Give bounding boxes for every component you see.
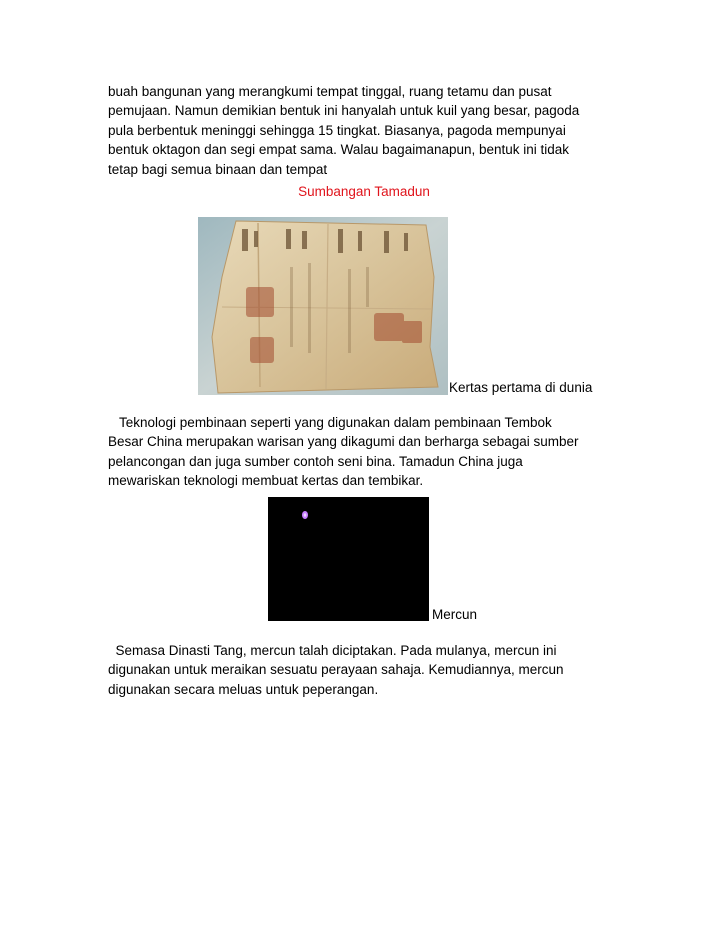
paragraph-line: pemujaan. Namun demikian bentuk ini hanyalah untuk kuil yang besar, pagoda	[108, 103, 580, 119]
paragraph-line: tetap bagi semua binaan dan tempat	[108, 161, 328, 177]
paragraph-line: Besar China merupakan warisan yang dikagumi dan berharga sebagai sumber	[108, 434, 579, 450]
paragraph-line: digunakan secara meluas untuk peperangan.	[108, 681, 379, 697]
paragraph-line: pelancongan dan juga sumber contoh seni bina. Tamadun China juga	[108, 453, 523, 469]
paragraph-line: bentuk oktagon dan segi empat sama. Walau bagaimanapun, bentuk ini tidak	[108, 142, 570, 158]
paragraph-line: Teknologi pembinaan seperti yang digunakan dalam pembinaan Tembok	[108, 415, 552, 430]
paragraph-line: pula berbentuk meninggi sehingga 15 tingkat. Biasanya, pagoda mempunyai	[108, 122, 566, 138]
section-heading: Sumbangan Tamadun	[298, 184, 430, 199]
paragraph-pagoda	[108, 82, 620, 179]
old-paper-image	[198, 217, 448, 395]
paragraph-technology	[108, 413, 620, 491]
firework-spark-icon	[268, 497, 429, 621]
firework-image	[268, 497, 429, 621]
figure-caption-paper: Kertas pertama di dunia	[449, 380, 593, 395]
paragraph-line: buah bangunan yang merangkumi tempat tinggal, ruang tetamu dan pusat	[108, 84, 552, 99]
paragraph-firecracker	[108, 641, 620, 699]
paragraph-line: mewariskan teknologi membuat kertas dan tembikar.	[108, 473, 424, 489]
figure-caption-firecracker: Mercun	[432, 607, 478, 622]
paragraph-line: digunakan untuk meraikan sesuatu perayaan sahaja. Kemudiannya, mercun	[108, 662, 564, 678]
paragraph-line: Semasa Dinasti Tang, mercun talah diciptakan. Pada mulanya, mercun ini	[108, 643, 557, 658]
